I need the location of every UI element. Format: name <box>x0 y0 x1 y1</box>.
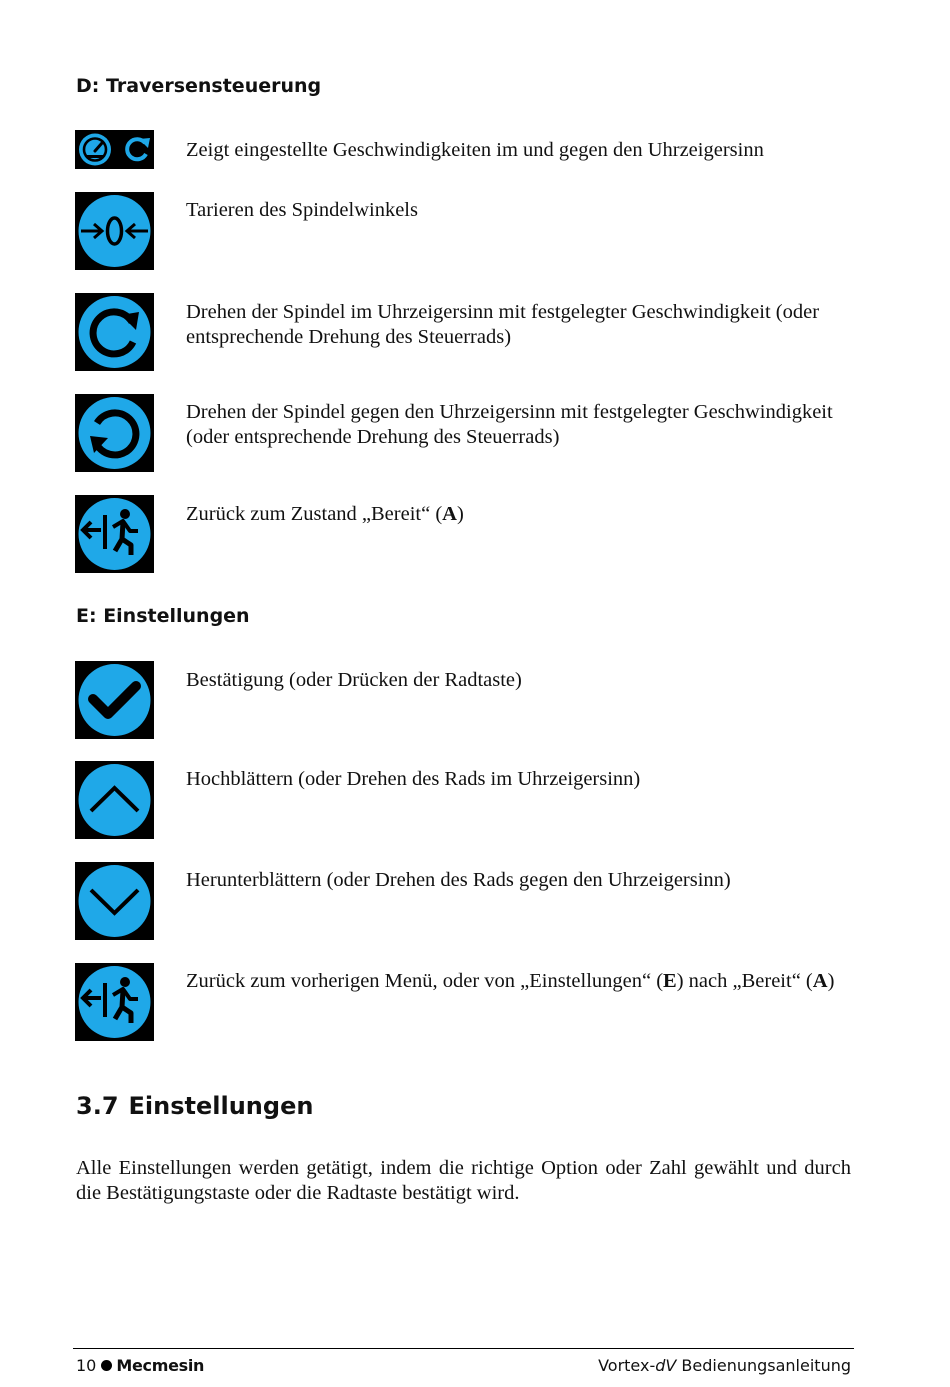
bullet-dot-icon <box>101 1360 112 1371</box>
speed-direction-icon <box>75 130 154 169</box>
item-description: Zurück zum vorherigen Menü, oder von „Einstellungen“ (E) nach „Bereit“ (A) <box>186 970 835 992</box>
footer-left <box>76 1356 204 1375</box>
section-e-heading: E: Einstellungen <box>76 605 250 627</box>
body-paragraph: Alle Einstellungen werden getätigt, indem die richtige Option oder Zahl gewählt und durch die Bestätigungstaste oder die Radtaste bestätigt wird. <box>76 1157 851 1204</box>
section-d-heading: D: Traversensteuerung <box>76 75 322 97</box>
item-description: Tarieren des Spindelwinkels <box>186 199 418 221</box>
footer-document-title: Vortex-dV Bedienungsanleitung <box>598 1356 851 1375</box>
item-description: Zurück zum Zustand „Bereit“ (A) <box>186 503 464 525</box>
chevron-down-icon <box>75 862 154 940</box>
exit-icon <box>75 495 154 573</box>
item-description: Drehen der Spindel im Uhrzeigersinn mit festgelegter Geschwindigkeit (oder entsprechende Drehung des Steuerrads) <box>186 301 820 348</box>
brand-logo: Mecmesin <box>116 1356 205 1375</box>
section-number: 3.7 <box>76 1092 119 1120</box>
page-number: 10 <box>76 1356 97 1375</box>
rotate-clockwise-icon <box>75 293 154 371</box>
section-title <box>76 1092 313 1120</box>
item-description: Bestätigung (oder Drücken der Radtaste) <box>186 669 522 691</box>
item-description: Herunterblättern (oder Drehen des Rads gegen den Uhrzeigersinn) <box>186 869 731 891</box>
rotate-counterclockwise-icon <box>75 394 154 472</box>
section-title-text: Einstellungen <box>128 1092 314 1120</box>
checkmark-icon <box>75 661 154 739</box>
item-description: Zeigt eingestellte Geschwindigkeiten im und gegen den Uhrzeigersinn <box>186 139 764 161</box>
item-description: Drehen der Spindel gegen den Uhrzeigersinn mit festgelegter Geschwindigkeit (oder entsprechende Drehung des Steuerrads) <box>186 401 833 448</box>
item-description: Hochblättern (oder Drehen des Rads im Uhrzeigersinn) <box>186 768 641 790</box>
footer-divider <box>73 1348 854 1349</box>
exit-icon <box>75 963 154 1041</box>
chevron-up-icon <box>75 761 154 839</box>
tare-zero-icon <box>75 192 154 270</box>
